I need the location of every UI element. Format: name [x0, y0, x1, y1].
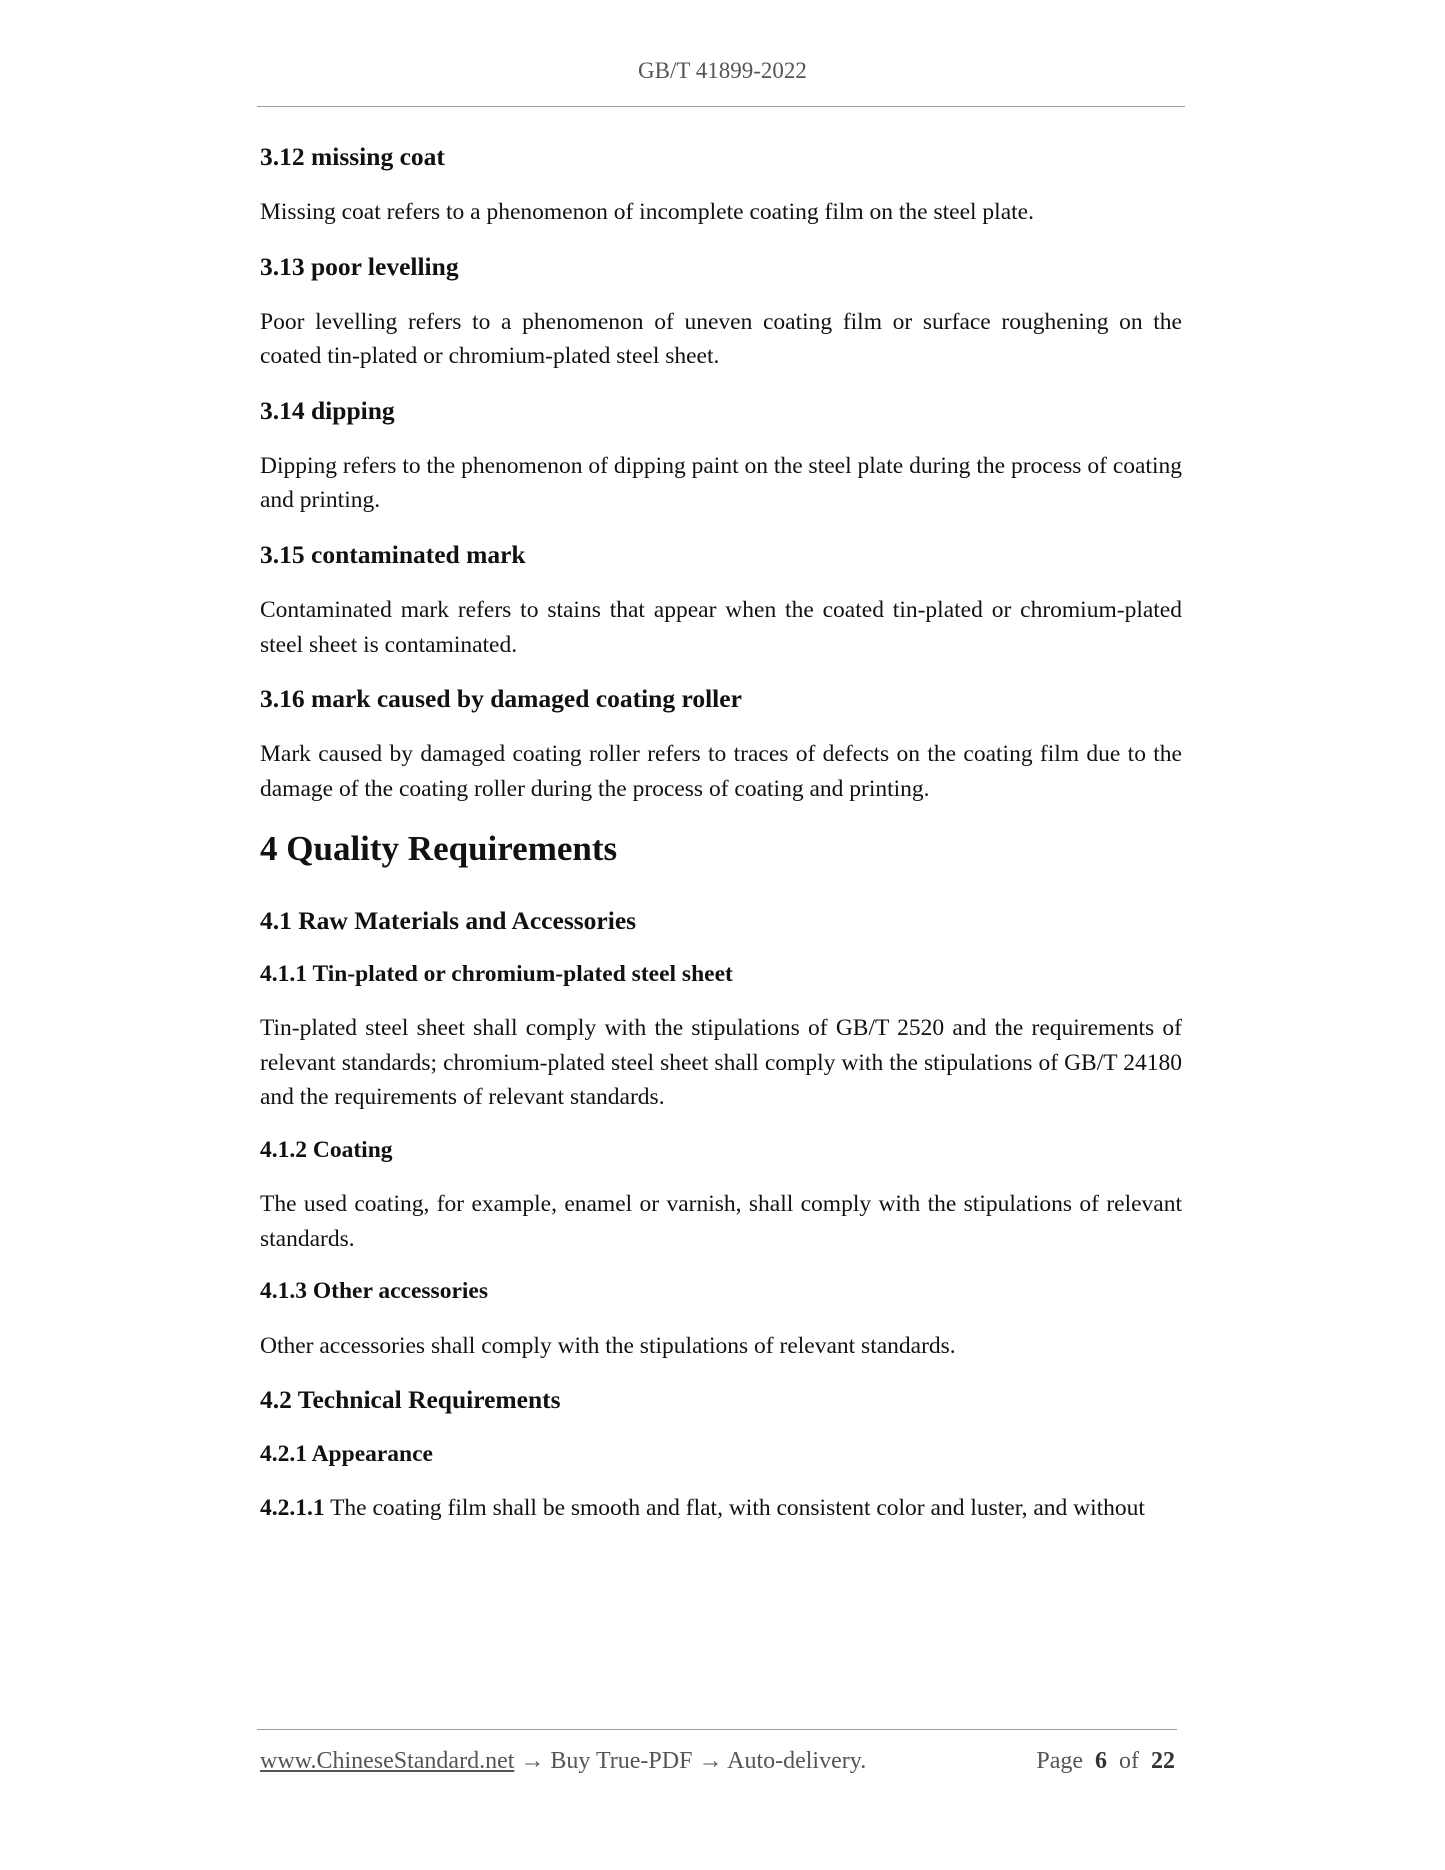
of-label: of [1119, 1748, 1139, 1774]
header-divider [257, 106, 1185, 107]
heading-3-12: 3.12 missing coat [260, 142, 445, 171]
heading-4-1-1: 4.1.1 Tin-plated or chromium-plated steel sheet [260, 960, 733, 987]
clause-text-4-2-1-1: The coating film shall be smooth and flat, with consistent color and luster, and without [330, 1495, 1145, 1522]
heading-4-1-3: 4.1.3 Other accessories [260, 1278, 488, 1305]
clause-number-4-2-1-1: 4.2.1.1 [260, 1495, 325, 1522]
page-header: GB/T 41899-2022 [638, 58, 807, 83]
paragraph-3-15: Contaminated mark refers to stains that appear when the coated tin-plated or chromium-plated steel sheet is contaminated. [260, 597, 1182, 658]
heading-4: 4 Quality Requirements [260, 829, 618, 869]
paragraph-4-1-3: Other accessories shall comply with the stipulations of relevant standards. [260, 1332, 956, 1359]
heading-3-15: 3.15 contaminated mark [260, 539, 526, 569]
page-content [260, 140, 1182, 1546]
page-footer [260, 1748, 1175, 1782]
paragraph-4-2-1-1 [260, 1491, 1182, 1526]
heading-3-14: 3.14 dipping [260, 395, 395, 425]
heading-3-16: 3.16 mark caused by damaged coating roller [260, 684, 742, 714]
page-label: Page [1036, 1748, 1083, 1774]
heading-4-1: 4.1 Raw Materials and Accessories [260, 905, 637, 935]
footer-promo [260, 1748, 866, 1775]
heading-4-2: 4.2 Technical Requirements [260, 1385, 561, 1415]
footer-divider [257, 1729, 1177, 1730]
paragraph-3-14: Dipping refers to the phenomenon of dipping paint on the steel plate during the process of coating and printing. [260, 452, 1182, 514]
heading-4-2-1: 4.2.1 Appearance [260, 1440, 433, 1467]
page-current: 6 [1095, 1748, 1107, 1774]
page-number [1036, 1748, 1175, 1775]
paragraph-3-12: Missing coat refers to a phenomenon of incomplete coating film on the steel plate. [260, 199, 1034, 226]
heading-3-13: 3.13 poor levelling [260, 251, 459, 281]
heading-4-1-2: 4.1.2 Coating [260, 1136, 393, 1163]
footer-promo-text: → Buy True-PDF → Auto-delivery. [514, 1748, 867, 1774]
website-link[interactable]: www.ChineseStandard.net [260, 1748, 515, 1774]
paragraph-3-16: Mark caused by damaged coating roller refers to traces of defects on the coating film due to the damage of the coating roller during the process of coating and printing. [260, 741, 1182, 802]
page-total: 22 [1151, 1748, 1175, 1774]
paragraph-3-13: Poor levelling refers to a phenomenon of uneven coating film or surface roughening on the coated tin-plated or chromium-plated steel sheet. [260, 308, 1182, 370]
paragraph-4-1-2: The used coating, for example, enamel or varnish, shall comply with the stipulations of relevant standards. [260, 1191, 1182, 1252]
paragraph-4-1-1: Tin-plated steel sheet shall comply with the stipulations of GB/T 2520 and the requirements of relevant standards; chromium-plated steel sheet shall comply with the stipulations of GB/T 24180 and the requirements of relevant standards. [260, 1015, 1182, 1111]
